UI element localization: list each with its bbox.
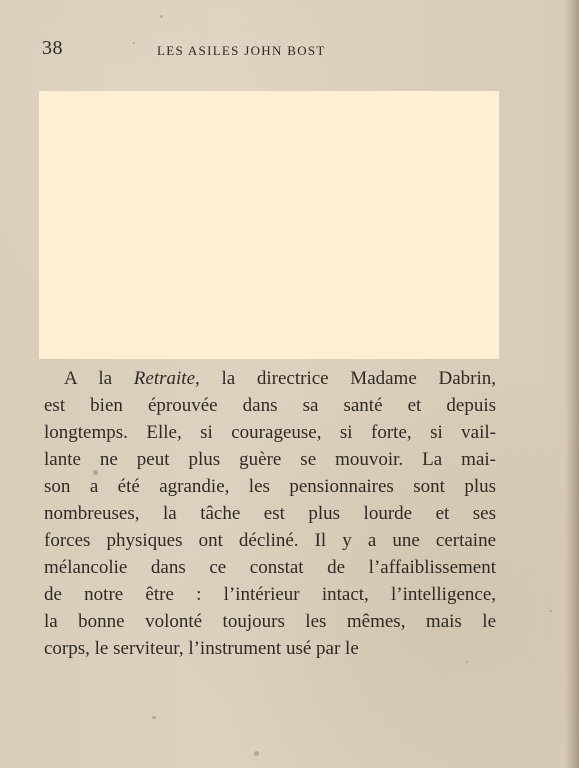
paper-speck — [133, 42, 135, 44]
body-line: longtemps. Elle, si courageuse, si forte, si vail- — [44, 422, 496, 443]
body-text-prefix: A la — [64, 368, 134, 389]
body-line: lante ne peut plus guère se mouvoir. La mai- — [44, 449, 496, 470]
body-line: nombreuses, la tâche est plus lourde et ses — [44, 503, 496, 524]
paper-speck — [93, 470, 98, 475]
page-edge-shadow — [565, 0, 579, 768]
body-paragraph — [44, 365, 496, 662]
paper-speck — [254, 751, 259, 756]
paper-speck — [160, 15, 163, 18]
body-line: corps, le serviteur, l’instrument usé par le — [44, 638, 359, 659]
body-line: de notre être : l’intérieur intact, l’intelligence, — [44, 584, 496, 605]
body-line — [44, 365, 496, 392]
body-line: forces physiques ont décliné. Il y a une certaine — [44, 530, 496, 551]
body-text-suffix: , la directrice Madame Dabrin, — [195, 368, 496, 389]
body-line: est bien éprouvée dans sa santé et depuis — [44, 395, 496, 416]
page-number: 38 — [42, 37, 63, 59]
body-line: mélancolie dans ce constat de l’affaiblissement — [44, 557, 496, 578]
illustration-placeholder — [39, 91, 499, 359]
body-line: son a été agrandie, les pensionnaires sont plus — [44, 476, 496, 497]
paper-speck — [550, 610, 552, 612]
body-line: la bonne volonté toujours les mêmes, mais le — [44, 611, 496, 632]
paper-speck — [466, 661, 468, 663]
paper-speck — [152, 716, 156, 719]
running-title: LES ASILES JOHN BOST — [157, 43, 326, 58]
body-text-italic: Retraite — [133, 368, 195, 389]
